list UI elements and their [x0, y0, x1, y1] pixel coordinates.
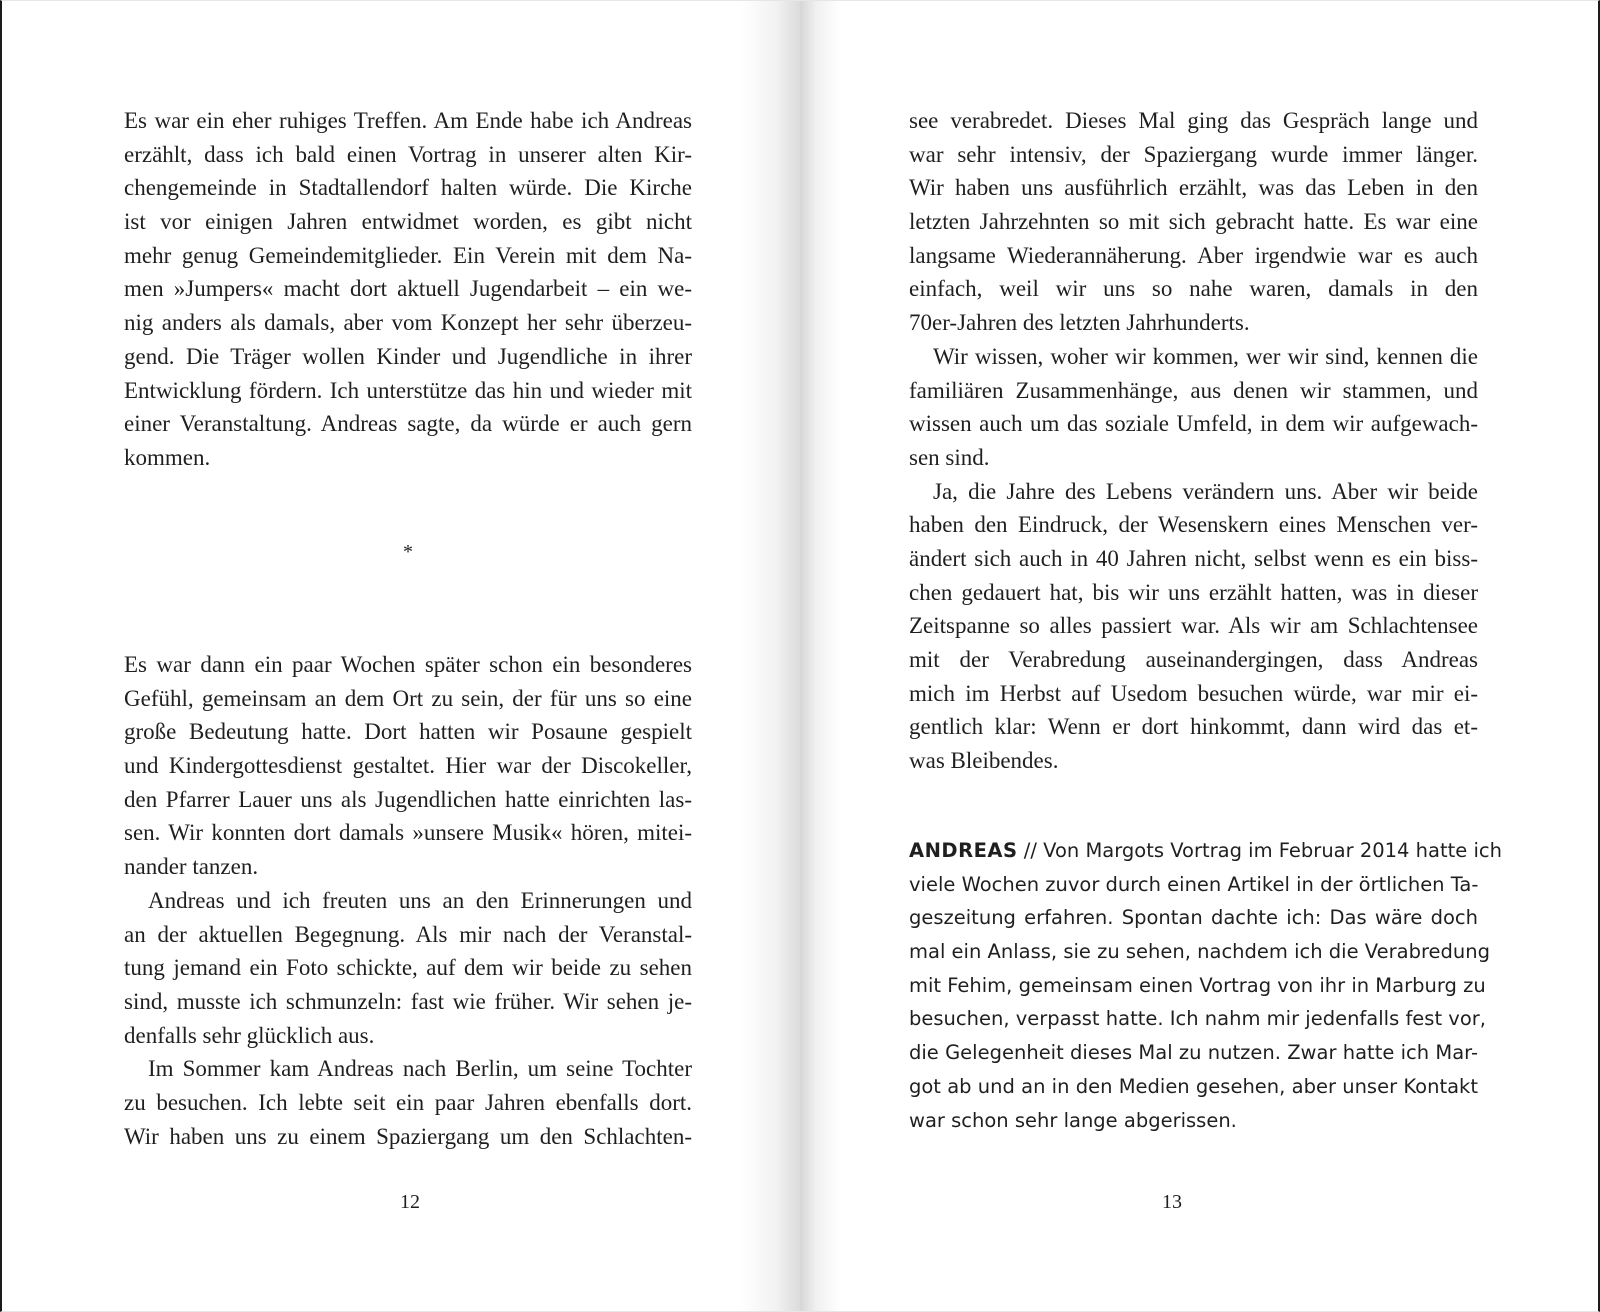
- speaker-separator: //: [1017, 839, 1044, 862]
- text-line: 70er-Jahren des letzten Jahrhunderts.: [909, 310, 1250, 336]
- text-line: an der aktuellen Begegnung. Als mir nach der Veranstal-: [124, 921, 692, 947]
- andreas-first-line-text: Von Margots Vortrag im Februar 2014 hatte ich: [1043, 839, 1502, 862]
- text-line: nig anders als damals, aber vom Konzept her sehr überzeu-: [124, 310, 692, 336]
- text-line: Andreas und ich freuten uns an den Erinnerungen und: [148, 887, 692, 913]
- text-line: Wir wissen, woher wir kommen, wer wir sind, kennen die: [933, 343, 1478, 369]
- text-line: einfach, weil wir uns so nahe waren, damals in den: [909, 276, 1478, 302]
- text-line: Es war ein eher ruhiges Treffen. Am Ende habe ich Andreas: [124, 108, 692, 133]
- text-line: kommen.: [124, 444, 211, 470]
- text-line: ist vor einigen Jahren entwidmet worden, es gibt nicht: [124, 209, 692, 235]
- text-line: mal ein Anlass, sie zu sehen, nachdem ich die Verabredung: [909, 940, 1491, 964]
- text-line: Entwicklung fördern. Ich unterstütze das hin und wieder mit: [124, 377, 692, 403]
- andreas-first-line: [909, 834, 1502, 868]
- text-line: gentlich klar: Wenn er dort hinkommt, dann wird das et-: [909, 714, 1478, 740]
- gutter-shadow: [740, 1, 800, 1311]
- text-line: see verabredet. Dieses Mal ging das Gespräch lange und: [909, 108, 1478, 133]
- text-line: die Gelegenheit dieses Mal zu nutzen. Zwar hatte ich Mar-: [909, 1041, 1478, 1065]
- text-line: gend. Die Träger wollen Kinder und Jugendliche in ihrer: [124, 343, 692, 369]
- text-line: mehr genug Gemeindemitglieder. Ein Verein mit dem Na-: [124, 242, 692, 268]
- text-line: familiären Zusammenhänge, aus denen wir stammen, und: [909, 377, 1478, 403]
- text-line: wissen auch um das soziale Umfeld, in dem wir aufgewach-: [909, 411, 1478, 437]
- text-line: war schon sehr lange abgerissen.: [909, 1108, 1237, 1132]
- text-line: zu besuchen. Ich lebte seit ein paar Jahren ebenfalls dort.: [124, 1089, 692, 1115]
- text-line: haben den Eindruck, der Wesenskern eines Menschen ver-: [909, 512, 1478, 538]
- text-line: war sehr intensiv, der Spaziergang wurde immer länger.: [909, 141, 1478, 167]
- text-line: besuchen, verpasst hatte. Ich nahm mir jedenfalls fest vor,: [909, 1007, 1486, 1031]
- section-break: *: [403, 541, 413, 563]
- text-line: got ab und an in den Medien gesehen, aber unser Kontakt: [909, 1074, 1478, 1098]
- text-line: Zeitspanne so alles passiert war. Als wir am Schlachtensee: [909, 613, 1478, 639]
- text-line: denfalls sehr glücklich aus.: [124, 1022, 375, 1048]
- text-line: langsame Wiederannäherung. Aber irgendwie war es auch: [909, 242, 1478, 268]
- text-line: große Bedeutung hatte. Dort hatten wir Posaune gespielt: [124, 719, 692, 745]
- right-page: [800, 0, 1600, 1312]
- text-line: nander tanzen.: [124, 854, 259, 880]
- gutter-shadow: [800, 1, 840, 1311]
- text-line: mit Fehim, gemeinsam einen Vortrag von ihr in Marburg zu: [909, 973, 1486, 997]
- speaker-name: ANDREAS: [909, 839, 1018, 862]
- text-line: Es war dann ein paar Wochen später schon ein besonderes: [124, 652, 692, 677]
- right-block-1: [909, 104, 1478, 778]
- text-line: den Pfarrer Lauer uns als Jugendlichen hatte einrichten las-: [124, 786, 692, 812]
- text-line: chengemeinde in Stadtallendorf halten würde. Die Kirche: [124, 175, 692, 201]
- text-line: Im Sommer kam Andreas nach Berlin, um seine Tochter: [148, 1056, 692, 1082]
- text-line: Ja, die Jahre des Lebens verändern uns. Aber wir beide: [933, 478, 1478, 504]
- text-line: ändert sich auch in 40 Jahren nicht, selbst wenn es ein biss-: [909, 545, 1478, 571]
- andreas-section: [909, 834, 1502, 1137]
- page-number-left: 12: [400, 1191, 420, 1213]
- text-line: mit der Verabredung auseinandergingen, dass Andreas: [909, 647, 1478, 672]
- text-line: erzählt, dass ich bald einen Vortrag in unserer alten Kir-: [124, 141, 692, 167]
- page-number-right: 13: [1162, 1191, 1182, 1213]
- text-line: Gefühl, gemeinsam an dem Ort zu sein, der für uns so eine: [124, 685, 692, 711]
- text-line: viele Wochen zuvor durch einen Artikel in der örtlichen Ta-: [909, 872, 1479, 896]
- left-block-1: [124, 104, 692, 475]
- text-line: Wir haben uns zu einem Spaziergang um den Schlachten-: [124, 1123, 692, 1149]
- text-line: mich im Herbst auf Usedom besuchen würde, war mir ei-: [909, 680, 1478, 706]
- text-line: men »Jumpers« macht dort aktuell Jugendarbeit – ein we-: [124, 276, 692, 302]
- text-line: und Kindergottesdienst gestaltet. Hier war der Discokeller,: [124, 753, 692, 779]
- text-line: einer Veranstaltung. Andreas sagte, da würde er auch gern: [124, 411, 692, 437]
- text-line: chen gedauert hat, bis wir uns erzählt hatten, was in dieser: [909, 579, 1478, 605]
- text-line: sen sind.: [909, 444, 990, 470]
- text-line: Wir haben uns ausführlich erzählt, was das Leben in den: [909, 175, 1478, 201]
- text-line: sind, musste ich schmunzeln: fast wie früher. Wir sehen je-: [124, 988, 692, 1014]
- text-line: tung jemand ein Foto schickte, auf dem wir beide zu sehen: [124, 955, 692, 981]
- text-line: was Bleibendes.: [909, 748, 1059, 774]
- text-line: sen. Wir konnten dort damals »unsere Musik« hören, mitei-: [124, 820, 692, 846]
- text-line: letzten Jahrzehnten so mit sich gebracht hatte. Es war eine: [909, 209, 1478, 235]
- left-block-2: [124, 648, 692, 1153]
- text-line: geszeitung erfahren. Spontan dachte ich: Das wäre doch: [909, 906, 1478, 930]
